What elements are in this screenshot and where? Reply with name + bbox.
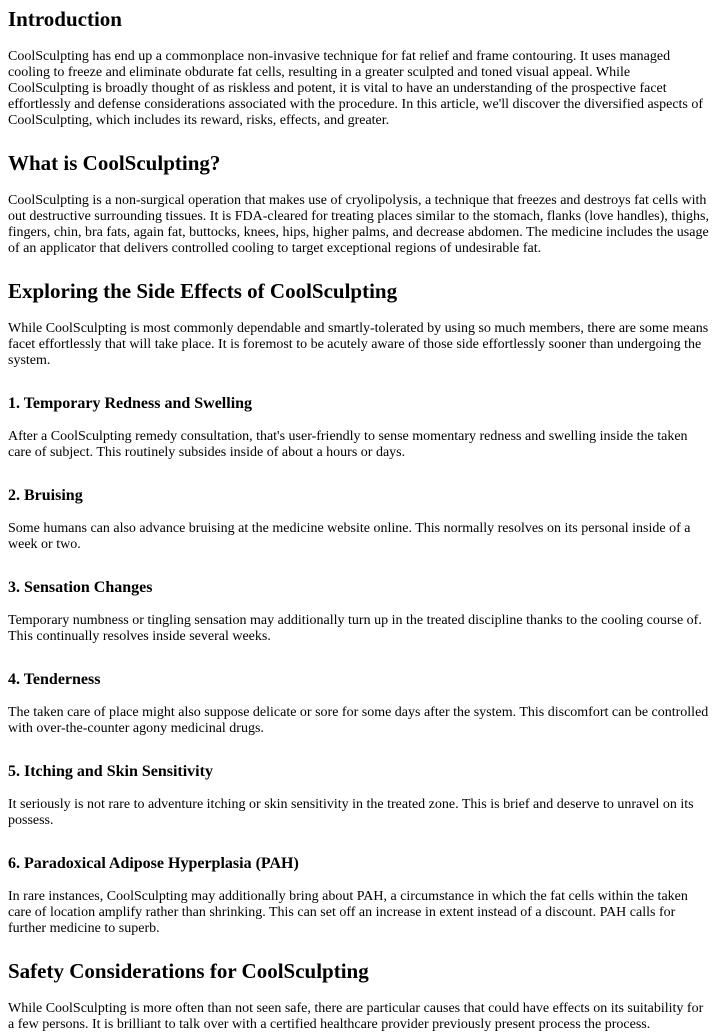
paragraph-what-is-coolsculpting: CoolSculpting is a non-surgical operation that makes use of cryolipolysis, a technique that freezes and destroys fat cells with out destructive surrounding tissues. It is FDA-cleared for treating places similar to the stomach, flanks (love handles), thighs, fingers, chin, bra fats, again fat, buttocks, knees, hips, higher palms, and decrease abdomen. The medicine includes the usage of an applicator that delivers controlled cooling to target exceptional regions of undesirable fat.	[8, 193, 710, 256]
heading-what-is-coolsculpting: What is CoolSculpting?	[8, 151, 221, 175]
paragraph-side-effects: While CoolSculpting is most commonly dependable and smartly-tolerated by using so much members, there are some means facet effortlessly that will take place. It is foremost to be acutely aware of those side effortlessly sooner than undergoing the system.	[8, 321, 709, 368]
heading-side-effects: Exploring the Side Effects of CoolSculpting	[8, 279, 398, 303]
heading-introduction: Introduction	[8, 7, 122, 31]
subheading-side-effect-3: 3. Sensation Changes	[8, 579, 153, 596]
paragraph-side-effect-5: It seriously is not rare to adventure itching or skin sensitivity in the treated zone. This is brief and deserve to unravel on its possess.	[8, 797, 694, 828]
subheading-side-effect-6: 6. Paradoxical Adipose Hyperplasia (PAH)	[8, 855, 299, 872]
subheading-side-effect-5: 5. Itching and Skin Sensitivity	[8, 763, 213, 780]
paragraph-side-effect-1: After a CoolSculpting remedy consultation, that's user-friendly to sense momentary redness and swelling inside the taken care of subject. This routinely subsides inside of about a hours or days.	[8, 429, 688, 460]
subheading-side-effect-1: 1. Temporary Redness and Swelling	[8, 395, 253, 412]
article	[0, 7, 720, 1033]
paragraph-side-effect-4: The taken care of place might also suppose delicate or sore for some days after the system. This discomfort can be controlled with over-the-counter agony medicinal drugs.	[8, 705, 709, 736]
paragraph-safety-considerations: While CoolSculpting is more often than not seen safe, there are particular causes that could have effects on its suitability for a few persons. It is brilliant to talk over with a certified healthcare provider previously present process the process.	[8, 1001, 704, 1032]
subheading-side-effect-2: 2. Bruising	[8, 487, 83, 504]
paragraph-side-effect-2: Some humans can also advance bruising at the medicine website online. This normally resolves on its personal inside of a week or two.	[8, 521, 691, 552]
paragraph-introduction: CoolSculpting has end up a commonplace non-invasive technique for fat relief and frame contouring. It uses managed cooling to freeze and eliminate obdurate fat cells, resulting in a greater sculpted and toned visual appeal. While CoolSculpting is broadly thought of as riskless and potent, it is vital to have an understanding of the prospective facet effortlessly and defense considerations associated with the procedure. In this article, we'll discover the diversified aspects of CoolSculpting, which includes its reward, risks, effects, and greater.	[8, 49, 704, 128]
heading-safety-considerations: Safety Considerations for CoolSculpting	[8, 959, 369, 983]
paragraph-side-effect-3: Temporary numbness or tingling sensation may additionally turn up in the treated discipline thanks to the cooling course of. This continually resolves inside several weeks.	[8, 613, 702, 644]
paragraph-side-effect-6: In rare instances, CoolSculpting may additionally bring about PAH, a circumstance in which the fat cells within the taken care of location amplify rather than shrinking. This can set off an increase in extent instead of a discount. PAH calls for further medicine to superb.	[8, 889, 688, 936]
subheading-side-effect-4: 4. Tenderness	[8, 671, 101, 688]
